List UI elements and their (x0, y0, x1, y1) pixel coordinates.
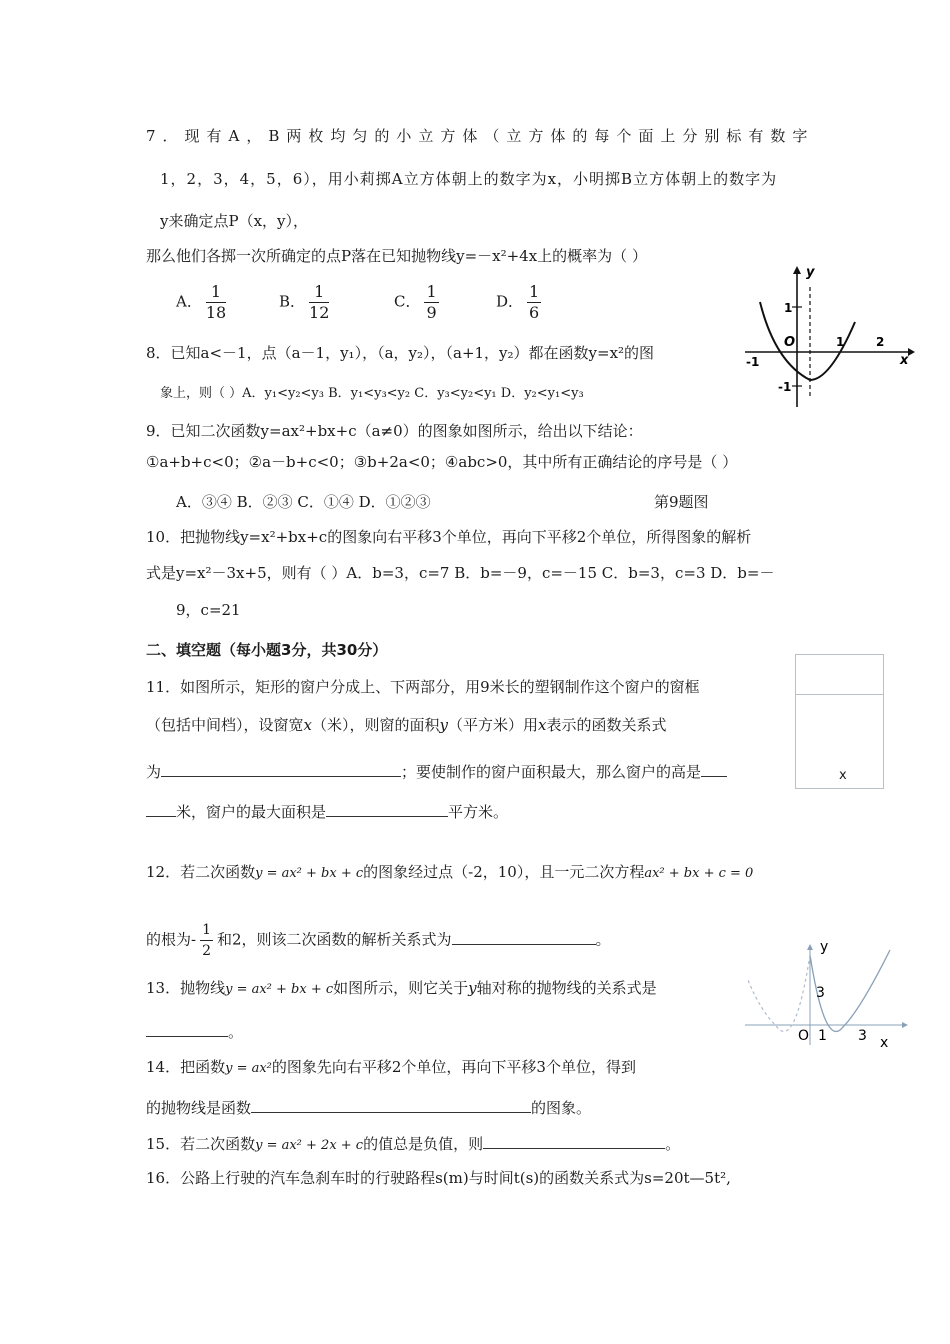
q11-blank-height-a[interactable] (701, 762, 727, 777)
q9-figure-caption: 第9题图 (654, 493, 709, 511)
q16-line1: 16．公路上行驶的汽车急刹车时的行驶路程s(m)与时间t(s)的函数关系式为s=20t—5t², (146, 1169, 731, 1187)
x-tick-3: 3 (858, 1028, 867, 1044)
x-tick-2: 2 (876, 335, 885, 349)
q10-line1: 10．把抛物线y=x²+bx+c的图象向右平移3个单位，再向下平移2个单位，所得图象的解析 (146, 528, 752, 546)
x-axis-label: x (900, 353, 909, 368)
y-tick-label-neg1: -1 (778, 380, 792, 394)
q11-line4: 米，窗户的最大面积是 平方米。 (146, 802, 508, 822)
q15-line1: 15．若二次函数y = ax² + 2x + c的值总是负值，则 。 (146, 1135, 681, 1153)
window-width-label: x (839, 768, 847, 783)
q10-line3: 9，c=21 (176, 601, 241, 619)
q14-line1: 14．把函数y = ax²的图象先向右平移2个单位，再向下平移3个单位，得到 (146, 1058, 636, 1076)
q8-line2: 象上，则（ ）A．y₁<y₂<y₃ B．y₁<y₃<y₂ C．y₃<y₂<y₁ D．y₂<y₁<y₃ (160, 386, 584, 401)
origin-label: O (784, 335, 796, 350)
q7-option-b: B． $\frac{1}{12}$ (279, 282, 330, 322)
q9-parabola-graph (740, 262, 915, 412)
q9-options: A．③④ B．②③ C．①④ D．①②③ (176, 493, 431, 511)
x-tick-1: 1 (818, 1028, 827, 1044)
window-middle-bar (796, 694, 883, 695)
q7-option-d: D． $\frac{1}{6}$ (496, 282, 540, 322)
q8-line1: 8．已知a<－1，点（a－1，y₁），（a，y₂），（a+1，y₂）都在函数y=x²的图 (146, 344, 655, 362)
q11-blank-area[interactable] (326, 802, 448, 817)
q12-line1: 12．若二次函数y = ax² + bx + c的图象经过点（-2，10），且一元二次方程ax² + bx + c = 0 (146, 863, 754, 881)
origin-label: O (798, 1028, 810, 1044)
q11-line3: 为 ；要使制作的窗户面积最大，那么窗户的高是 (146, 762, 727, 782)
y-axis-label: y (806, 265, 815, 280)
q9-line1: 9．已知二次函数y=ax²+bx+c（a≠0）的图象如图所示，给出以下结论： (146, 422, 643, 440)
q14-blank[interactable] (251, 1098, 531, 1113)
q13-line1: 13．抛物线y = ax² + bx + c如图所示，则它关于y轴对称的抛物线的关系式是 (146, 979, 657, 997)
q9-line2: ①a+b+c<0；②a－b+c<0；③b+2a<0；④abc>0，其中所有正确结论的序号是（ ） (146, 453, 738, 471)
q11-blank-height-b[interactable] (146, 802, 176, 817)
reflected-parabola (748, 955, 810, 1031)
q12-blank[interactable] (452, 930, 596, 945)
q15-blank[interactable] (483, 1134, 665, 1149)
q7-line2: 1，2，3，4，5，6），用小莉掷A立方体朝上的数字为x，小明掷B立方体朝上的数字为 (160, 170, 778, 188)
q12-line2: 的根为- $\frac{1}{2}$ 和2，则该二次函数的解析关系式为 。 (146, 922, 611, 959)
q7-line4: 那么他们各掷一次所确定的点P落在已知抛物线y=－x²+4x上的概率为（ ） (146, 247, 647, 265)
q10-line2: 式是y=x²－3x+5，则有（ ）A．b=3，c=7 B．b=－9，c=－15 C．b=3，c=3 D．b=－ (146, 564, 775, 582)
x-axis-label: x (880, 1035, 889, 1051)
y-axis-arrow (793, 266, 801, 274)
y-axis-label: y (820, 939, 829, 955)
y-tick-label-1: 1 (784, 301, 793, 315)
q13-parabola-graph (740, 935, 915, 1055)
q11-line1: 11．如图所示，矩形的窗户分成上、下两部分，用9米长的塑钢制作这个窗户的窗框 (146, 678, 700, 696)
q11-line2: （包括中间档），设窗宽x（米），则窗的面积y（平方米）用x表示的函数关系式 (146, 716, 667, 734)
q7-line3: y来确定点P（x，y）， (160, 212, 309, 230)
q7-option-a: A． $\frac{1}{18}$ (176, 282, 227, 322)
y-tick-3: 3 (816, 985, 825, 1001)
q13-line2: 。 (146, 1022, 243, 1042)
window-figure (795, 654, 884, 789)
y-axis-arrow (807, 944, 813, 950)
x-tick-neg1: -1 (746, 355, 760, 369)
q13-blank[interactable] (146, 1022, 228, 1037)
q7-line1: 7．现有A，B两枚均匀的小立方体（立方体的每个面上分别标有数字 (146, 127, 815, 145)
section-title-fill-in: 二、填空题（每小题3分，共30分） (146, 641, 388, 659)
x-tick-1: 1 (836, 335, 845, 349)
x-axis-arrow (902, 1022, 908, 1028)
q11-blank-function[interactable] (161, 762, 401, 777)
q7-option-c: C． $\frac{1}{9}$ (394, 282, 437, 322)
x-axis-arrow (908, 348, 915, 356)
q14-line2: 的抛物线是函数 的图象。 (146, 1099, 592, 1117)
